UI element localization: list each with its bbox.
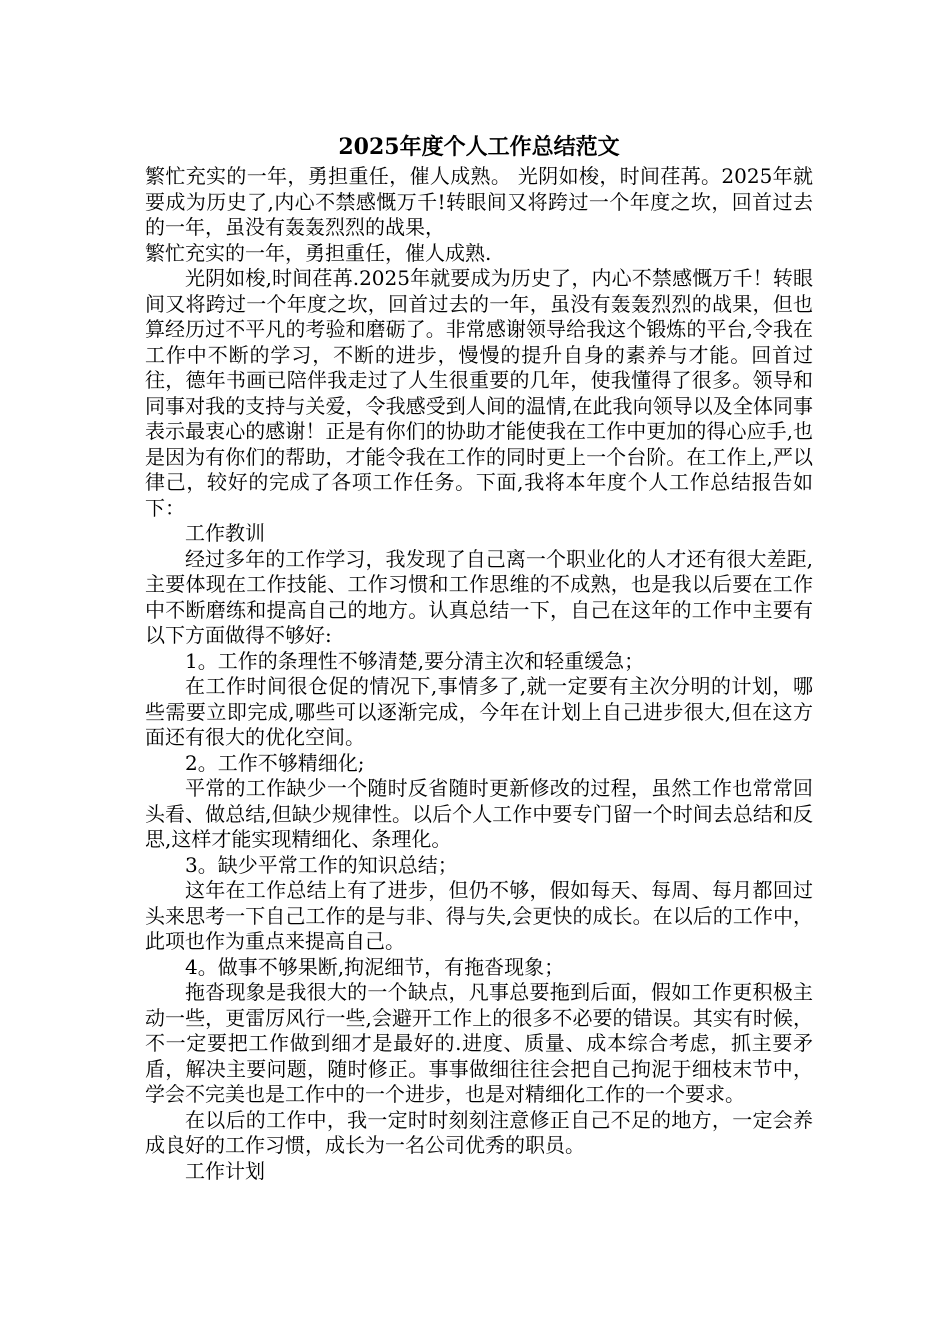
document-page (145, 132, 813, 1184)
heading-lessons: 工作教训 (185, 521, 265, 545)
intro-paragraph-2: 繁忙充实的一年，勇担重任，催人成熟. (145, 240, 492, 265)
list-item-3: 3。缺少平常工作的知识总结； (185, 852, 458, 877)
document-title: 2025年度个人工作总结范文 (338, 134, 620, 160)
paragraph-item-2-detail: 平常的工作缺少一个随时反省随时更新修改的过程，虽然工作也常常回头看、做总结,但缺少规律性。以后个人工作中要专门留一个时间去总结和反思,这样才能实现精细化、条理化。 (145, 776, 813, 851)
heading-work-plan: 工作计划 (185, 1158, 265, 1183)
paragraph-lessons-intro: 经过多年的工作学习，我发现了自己离一个职业化的人才还有很大差距,主要体现在工作技能、工作习惯和工作思维的不成熟，也是我以后要在工作中不断磨练和提高自己的地方。认真总结一下，自己在这年的工作中主要有以下方面做得不够好: (145, 546, 813, 647)
list-item-2: 2。工作不够精细化; (185, 750, 365, 775)
intro-paragraph-1: 繁忙充实的一年，勇担重任，催人成熟。 光阴如梭，时间荏苒。2025年就要成为历史了,内心不禁感慨万千!转眼间又将跨过一个年度之坎，回首过去的一年，虽没有轰轰烈烈的战果， (145, 164, 813, 239)
paragraph-item-3-detail: 这年在工作总结上有了进步，但仍不够，假如每天、每周、每月都回过头来思考一下自己工作的是与非、得与失,会更快的成长。在以后的工作中，此项也作为重点来提高自己。 (145, 878, 813, 953)
list-item-4: 4。做事不够果断,拘泥细节，有拖沓现象； (185, 954, 565, 979)
paragraph-thanks: 光阴如梭,时间荏苒.2025年就要成为历史了，内心不禁感慨万千！转眼间又将跨过一个年度之坎，回首过去的一年，虽没有轰轰烈烈的战果，但也算经历过不平凡的考验和磨砺了。非常感谢领导给我这个锻炼的平台,令我在工作中不断的学习，不断的进步，慢慢的提升自身的素养与才能。回首过往，德年书画已陪伴我走过了人生很重要的几年，使我懂得了很多。领导和同事对我的支持与关爱，令我感受到人间的温情,在此我向领导以及全体同事表示最衷心的感谢！正是有你们的协助才能使我在工作中更加的得心应手,也是因为有你们的帮助，才能令我在工作的同时更上一个台阶。在工作上,严以律己，较好的完成了各项工作任务。下面,我将本年度个人工作总结报告如下： (145, 266, 813, 520)
paragraph-commitment: 在以后的工作中，我一定时时刻刻注意修正自己不足的地方，一定会养成良好的工作习惯，成长为一名公司优秀的职员。 (145, 1107, 813, 1157)
paragraph-item-4-detail: 拖沓现象是我很大的一个缺点，凡事总要拖到后面，假如工作更积极主动一些，更雷厉风行一些,会避开工作上的很多不必要的错误。其实有时候，不一定要把工作做到细才是最好的.进度、质量、成本综合考虑，抓主要矛盾，解决主要问题，随时修正。事事做细往往会把自己拘泥于细枝末节中，学会不完美也是工作中的一个进步，也是对精细化工作的一个要求。 (145, 980, 813, 1106)
list-item-1: 1。工作的条理性不够清楚,要分清主次和轻重缓急； (185, 648, 645, 673)
paragraph-item-1-detail: 在工作时间很仓促的情况下,事情多了,就一定要有主次分明的计划，哪些需要立即完成,哪些可以逐渐完成，今年在计划上自己进步很大,但在这方面还有很大的优化空间。 (145, 674, 813, 749)
